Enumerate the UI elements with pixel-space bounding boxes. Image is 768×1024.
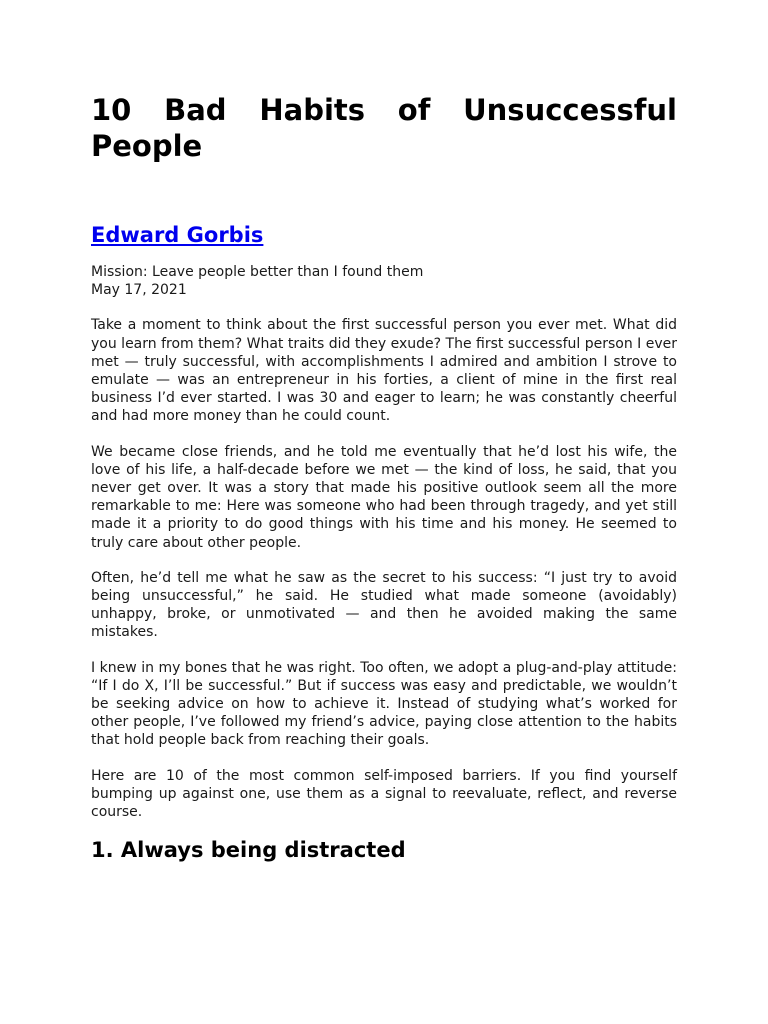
body-paragraph-2: We became close friends, and he told me eventually that he’d lost his wife, the love of his life, a half-decade before we met — the kind of loss, he said, that you never get over. It was a story that made his positive outlook seem all the more remarkable to me: Here was someone who had been through tragedy, and yet still made it a priority to do good things with his time and his money. He seemed to truly care about other people. bbox=[91, 443, 677, 551]
article bbox=[91, 92, 677, 864]
body-paragraph-4: I knew in my bones that he was right. Too often, we adopt a plug-and-play attitude: “If I do X, I’ll be successful.” But if success was easy and predictable, we wouldn’t be seeking advice on how to achieve it. Instead of studying what’s worked for other people, I’ve followed my friend’s advice, paying close attention to the habits that hold people back from reaching their goals. bbox=[91, 659, 677, 749]
publish-date: May 17, 2021 bbox=[91, 282, 187, 299]
mission-statement: Mission: Leave people better than I found them bbox=[91, 264, 424, 280]
author-link[interactable]: Edward Gorbis bbox=[91, 223, 264, 247]
body-paragraph-3: Often, he’d tell me what he saw as the secret to his success: “I just try to avoid being unsuccessful,” he said. He studied what made someone (avoidably) unhappy, broke, or unmotivated — and then he avoided making the same mistakes. bbox=[91, 569, 677, 641]
body-paragraph-1: Take a moment to think about the first successful person you ever met. What did you learn from them? What traits did they exude? The first successful person I ever met — truly successful, with accomplishments I admired and ambition I strove to emulate — was an entrepreneur in his forties, a client of mine in the first real business I’d ever started. I was 30 and eager to learn; he was constantly cheerful and had more money than he could count. bbox=[91, 317, 678, 425]
article-title: 10 Bad Habits of Unsuccessful People bbox=[91, 93, 677, 163]
body-paragraph-5: Here are 10 of the most common self-imposed barriers. If you find yourself bumping up against one, use them as a signal to reevaluate, reflect, and reverse course. bbox=[91, 767, 677, 821]
section-heading-1: 1. Always being distracted bbox=[91, 838, 406, 863]
article-meta bbox=[91, 263, 677, 299]
author-heading bbox=[91, 221, 677, 249]
